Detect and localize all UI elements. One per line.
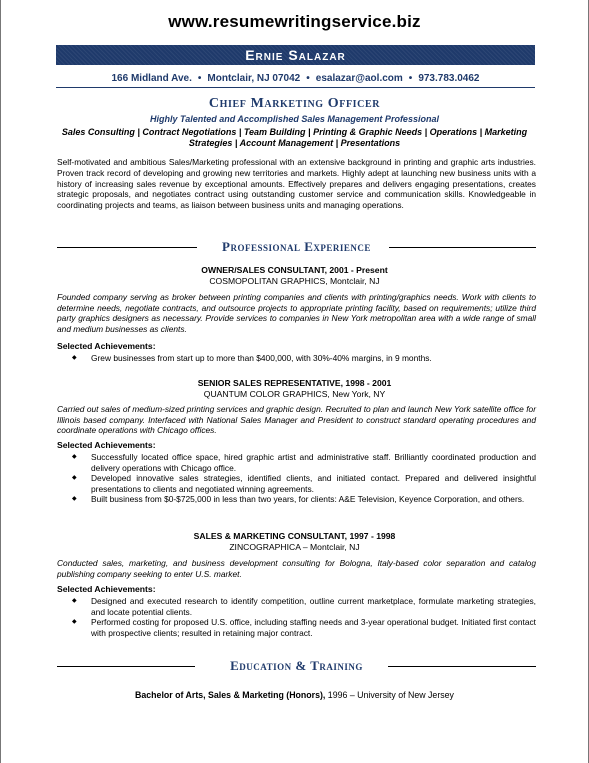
contact-address: 166 Midland Ave.: [111, 73, 192, 84]
candidate-name: Ernie Salazar: [245, 47, 346, 63]
section-education-label: [57, 658, 536, 674]
name-banner: [56, 45, 535, 65]
achievement-item: ◆ Built business from $0-$725,000 in less than two years, for clients: A&E Television, Keyence Corporation, and others.: [57, 494, 536, 505]
contact-email[interactable]: esalazar@aol.com: [315, 73, 403, 84]
job-company: ZINCOGRAPHICA – Montclair, NJ: [229, 542, 360, 552]
job-company: COSMOPOLITAN GRAPHICS, Montclair, NJ: [209, 276, 380, 286]
job-description: Founded company serving as broker between printing companies and clients with printing/graphics needs. Work with clients to determine needs, negotiate contracts, and outsource projects to appropriate printing facility, based on requirements; utilize third party graphics designers as necessary. Provide services to companies in New York metropolitan area with a wide range of small and medium businesses as clients.: [57, 292, 536, 334]
summary-paragraph: Self-motivated and ambitious Sales/Marketing professional with an extensive background in printing and graphic arts industries. Proven track record of developing and growing new territories and markets. Highly adept at launching new business units with a history of increasing sales revenue by exceptional amounts. Effectively prepares and delivers engaging presentations, creates strategic proposals, and negotiates contract using outstanding customer service and communication skills. Knowledgeable in coordinating projects and teams, as liaison between business units and managing operations.: [57, 157, 536, 211]
contact-divider: [56, 87, 535, 88]
achievements-list: [57, 596, 536, 638]
contact-phone: 973.783.0462: [418, 73, 480, 84]
job-description: Carried out sales of medium-sized printing services and graphic design. Recruited to plan and launch New York satellite office for Illinois based company. Interfaced with National Sales Manager and President to construct standard operating procedures and coordinate operations with Chicago offices.: [57, 404, 536, 436]
section-education-text: Education & Training: [230, 658, 363, 673]
skills-list: Sales Consulting | Contract Negotiations | Team Building | Printing & Graphic Needs | Operations | Marketing Strategies | Account Management | Presentations: [61, 127, 528, 148]
profile-subtitle: Highly Talented and Accomplished Sales Management Professional: [150, 114, 439, 124]
achievement-item: ◆ Grew businesses from start up to more than $400,000, with 30%-40% margins, in 9 months.: [57, 353, 536, 364]
job-title: SENIOR SALES REPRESENTATIVE, 1998 - 2001: [197, 378, 392, 388]
job-description: Conducted sales, marketing, and business development consulting for Bologna, Italy-based color separation and catalog publishing company seeking to enter U.S. market.: [57, 558, 536, 579]
job-target-title-text: Chief Marketing Officer: [208, 96, 381, 111]
achievements-list: [57, 353, 536, 364]
job-company: QUANTUM COLOR GRAPHICS, New York, NY: [203, 389, 386, 399]
education-entry: [0, 690, 589, 700]
degree-name: Bachelor of Arts, Sales & Marketing (Honors),: [135, 690, 326, 700]
achievements-list: [57, 452, 536, 505]
achievements-label: Selected Achievements:: [57, 584, 156, 594]
section-experience-heading: [57, 239, 536, 255]
achievements-label: Selected Achievements:: [57, 341, 156, 351]
contact-line: [56, 73, 535, 84]
job-target-title: [0, 96, 589, 112]
contact-separator: •: [408, 73, 413, 84]
achievement-item: ◆ Performed costing for proposed U.S. office, including staffing needs and 3-year operational budget. Initiated first contact with prospective clients; resulted in retaining major contract.: [57, 617, 536, 638]
contact-separator: •: [306, 73, 310, 84]
achievements-label: Selected Achievements:: [57, 440, 156, 450]
section-experience-label: [57, 239, 536, 255]
section-education-heading: [57, 658, 536, 674]
contact-separator: •: [197, 73, 202, 84]
site-url[interactable]: www.resumewritingservice.biz: [168, 12, 421, 31]
job-title: OWNER/SALES CONSULTANT, 2001 - Present: [201, 265, 388, 275]
achievement-item: ◆ Designed and executed research to identify competition, outline current marketplace, formulate marketing strategies, and locate potential clients.: [57, 596, 536, 617]
achievement-item: ◆ Developed innovative sales strategies, identified clients, and initiated contact. Prepared and delivered insightful presentations to clients and negotiated winning agreements.: [57, 473, 536, 494]
achievement-item: ◆ Successfully located office space, hired graphic artist and administrative staff. Brilliantly coordinated production and delivery operations with Chicago office.: [57, 452, 536, 473]
degree-detail: 1996 – University of New Jersey: [325, 690, 454, 700]
job-title: SALES & MARKETING CONSULTANT, 1997 - 1998: [193, 531, 396, 541]
contact-city: Montclair, NJ 07042: [207, 73, 301, 84]
section-experience-text: Professional Experience: [222, 239, 371, 254]
